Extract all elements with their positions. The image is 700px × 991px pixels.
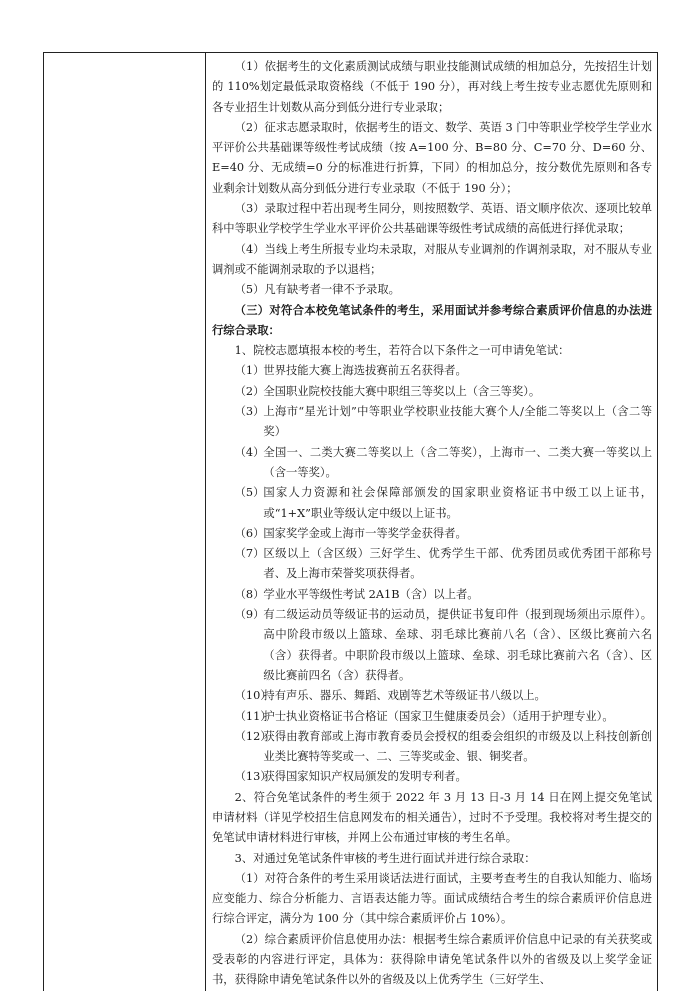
condition-text: 区级以上（含区级）三好学生、优秀学生干部、优秀团员或优秀团干部称号者、及上海市荣誉奖项获得者。: [263, 547, 652, 581]
condition-item: [212, 727, 652, 768]
condition-label: （3）: [234, 405, 265, 419]
condition-item: [212, 707, 652, 727]
rule-paragraph-2: （2）征求志愿录取时，依据考生的语文、数学、英语 3 门中等职业学校学生学业水平评价公共基础课等级性考试成绩（按 A=100 分、B=80 分、C=70 分、D=60 分、E=40 分、无成绩=0 分的标准进行折算，下同）的相加总分，按分数优先原则和各专业剩余计划数从高分到低分进行专业录取（不低于 190 分）；: [212, 120, 652, 195]
condition-text: 获得国家知识产权局颁发的发明专利者。: [263, 770, 467, 784]
condition-label: （8）: [234, 587, 265, 601]
interview-intro: 3、对通过免笔试条件审核的考生进行面试并进行综合录取：: [234, 851, 536, 865]
condition-item: [212, 402, 652, 443]
condition-text: 获得由教育部或上海市教育委员会授权的组委会组织的市级及以上科技创新创业类比赛特等奖或一、二、三等奖或金、银、铜奖者。: [263, 729, 652, 764]
admission-table: [43, 52, 658, 991]
condition-text: 国家奖学金或上海市一等奖学金获得者。: [263, 526, 467, 540]
condition-label: （1）: [234, 364, 265, 378]
condition-label: （2）: [234, 384, 265, 398]
rule-paragraph-5: （5）凡有缺考者一律不予录取。: [234, 283, 400, 297]
condition-item: [212, 767, 652, 787]
condition-label: （13）: [234, 770, 272, 784]
condition-label: （6）: [234, 526, 265, 540]
condition-item: [212, 361, 652, 381]
condition-text: 上海市“星光计划”中等职业学校职业技能大赛个人/全能二等奖以上（含二等奖）: [263, 405, 652, 439]
condition-item: [212, 382, 652, 402]
condition-text: 持有声乐、器乐、舞蹈、戏剧等艺术等级证书八级以上。: [263, 689, 546, 703]
application-paragraph: 2、符合免笔试条件的考生须于 2022 年 3 月 13 日-3 月 14 日在网上提交免笔试申请材料（详见学校招生信息网发布的相关通告），过时不予受理。我校将对考生提交的免笔试申请材料进行审核，并网上公布通过审核的考生名单。: [212, 790, 652, 845]
interview-paragraph-2: （2）综合素质评价信息使用办法：根据考生综合素质评价信息中记录的有关获奖或受表彰的内容进行评定，具体为：获得除申请免笔试条件以外的省级及以上奖学金证书，获得除申请免笔试条件以外的省级及以上优秀学生（三好学生、: [212, 932, 652, 987]
condition-item: [212, 483, 652, 524]
condition-text: 世界技能大赛上海选拔赛前五名获得者。: [263, 364, 467, 378]
condition-text: 学业水平等级性考试 2A1B（含）以上者。: [263, 587, 479, 601]
condition-item: [212, 585, 652, 605]
rule-paragraph-1: （1）依据考生的文化素质测试成绩与职业技能测试成绩的相加总分，先按招生计划的 110%划定最低录取资格线（不低于 190 分），再对线上考生按专业志愿优先原则和各专业招生计划数从高分到低分进行专业录取；: [212, 60, 652, 114]
interview-paragraph-1: （1）对符合条件的考生采用谈话法进行面试，主要考查考生的自我认知能力、临场应变能力、综合分析能力、言语表达能力等。面试成绩结合考生的综合素质评价信息进行综合评定，满分为 100 分（其中综合素质评价占 10%）。: [212, 871, 652, 926]
rule-paragraph-3: （3）录取过程中若出现考生同分，则按照数学、英语、语文顺序依次、逐项比较单科中等职业学校学生学业水平评价公共基础课等级性考试成绩的高低进行择优录取；: [212, 202, 652, 236]
condition-label: （7）: [234, 547, 265, 561]
condition-item: [212, 443, 652, 484]
condition-text: 全国一、二类大赛二等奖以上（含二等奖），上海市一、二类大赛一等奖以上（含一等奖）。: [263, 445, 652, 479]
table-content-cell: [212, 57, 652, 991]
condition-text: 国家人力资源和社会保障部颁发的国家职业资格证书中级工以上证书，或“1+X”职业等级认定中级以上证书。: [263, 486, 652, 520]
condition-text: 有二级运动员等级证书的运动员，提供证书复印件（报到现场须出示原件）。高中阶段市级以上篮球、垒球、羽毛球比赛前八名（含）、区级比赛前六名（含）获得者。中职阶段市级以上篮球、垒球、羽毛球比赛前六名（含）、区级比赛前四名（含）获得者。: [263, 608, 652, 682]
condition-label: （9）: [234, 608, 265, 622]
condition-item: [212, 605, 652, 686]
table-left-cell: [44, 53, 206, 991]
condition-item: [212, 686, 652, 706]
condition-text: 护士执业资格证书合格证（国家卫生健康委员会）（适用于护理专业）。: [263, 709, 614, 723]
rule-paragraph-4: （4）当线上考生所报专业均未录取，对服从专业调剂的作调剂录取，对不服从专业调剂或不能调剂录取的予以退档；: [212, 242, 652, 276]
condition-label: （5）: [234, 486, 265, 500]
condition-label: （4）: [234, 445, 265, 459]
exemption-intro: 1、院校志愿填报本校的考生，若符合以下条件之一可申请免笔试：: [234, 344, 570, 358]
condition-label: （12）: [234, 729, 272, 743]
section-heading: （三）对符合本校免笔试条件的考生，采用面试并参考综合素质评价信息的办法进行综合录取：: [212, 303, 652, 337]
condition-item: [212, 524, 652, 544]
condition-item: [212, 544, 652, 585]
condition-text: 全国职业院校技能大赛中职组三等奖以上（含三等奖）。: [263, 384, 541, 398]
condition-label: （11）: [234, 709, 272, 723]
condition-label: （10）: [234, 689, 272, 703]
